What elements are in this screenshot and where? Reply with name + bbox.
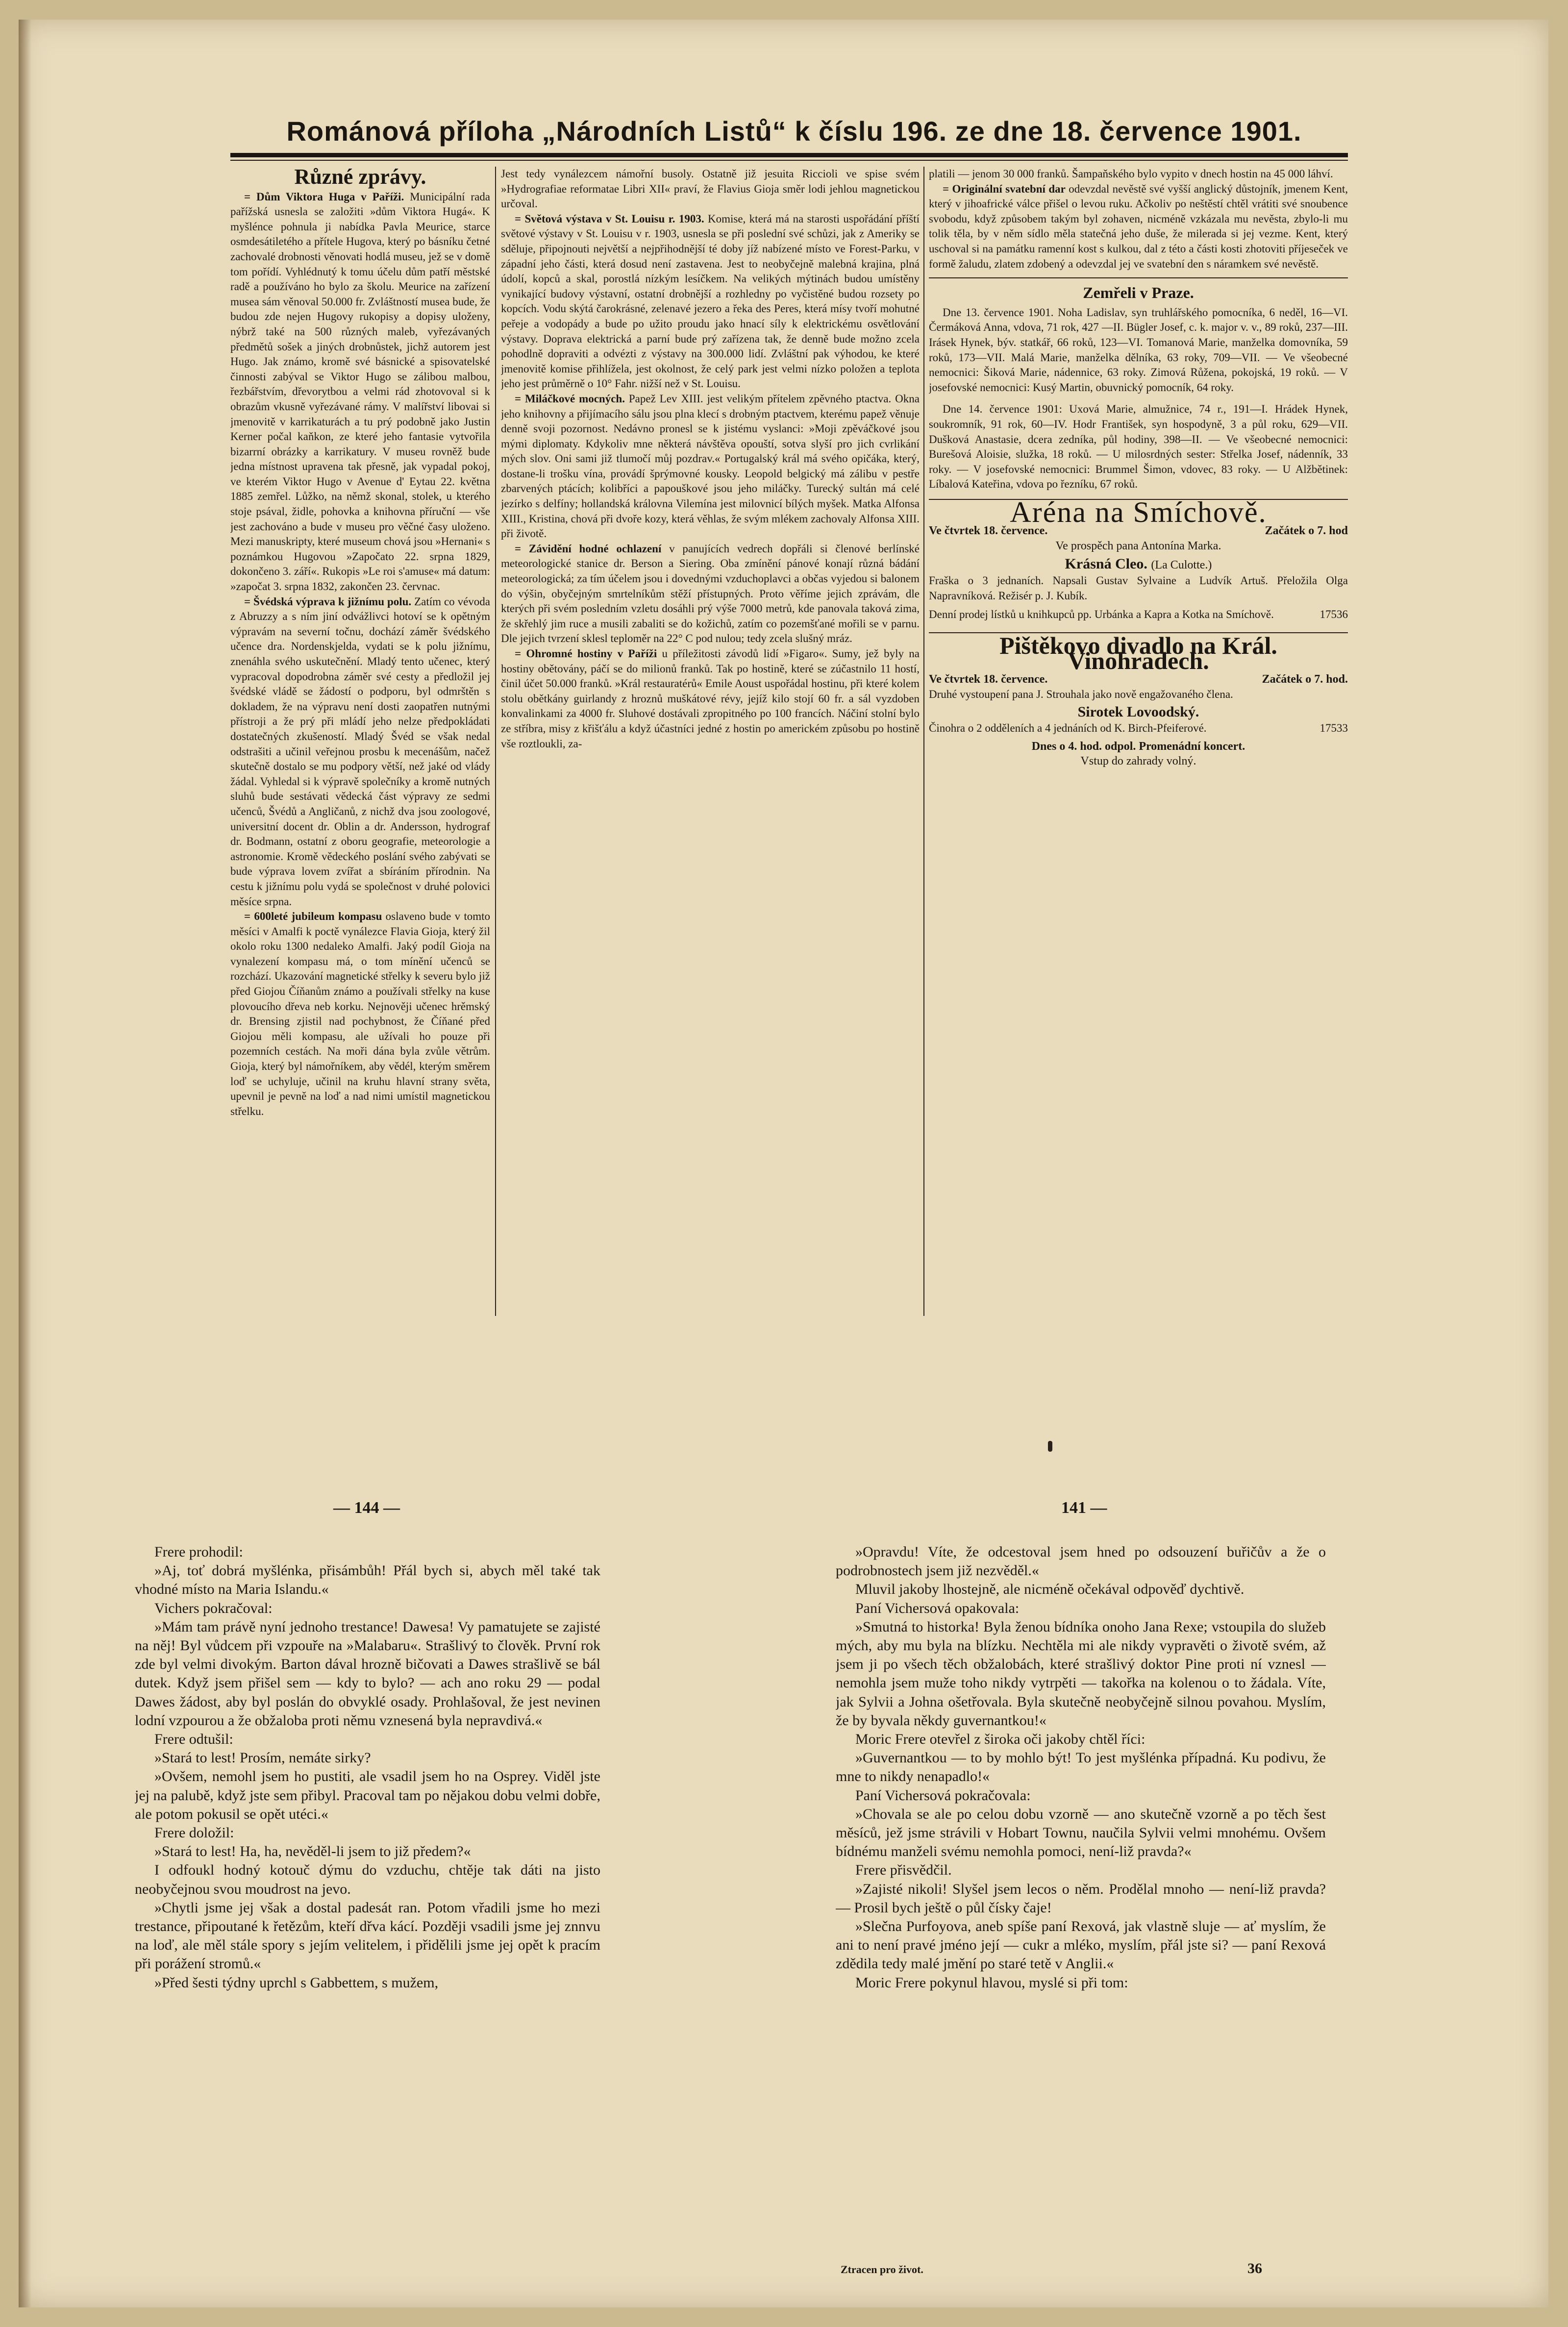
column-news-1 — [230, 167, 490, 1316]
advert-desc: Fraška o 3 jednaních. Napsali Gustav Sylvaine a Ludvík Artuš. Přeložila Olga Napravníková. Režisér p. J. Kubík. — [929, 574, 1348, 602]
story-paragraph: Moric Frere otevřel z široka oči jakoby chtěl říci: — [855, 1731, 1145, 1748]
advert-date: Ve čtvrtek 18. července. — [929, 524, 1048, 538]
story-paragraph: »Před šesti týdny uprchl s Gabbettem, s mužem, — [154, 1974, 439, 1991]
page-number-right: 141 — — [1061, 1499, 1107, 1517]
advert-play-sub: (La Culotte.) — [1151, 558, 1212, 571]
news-heading: = Závidění hodné ochlazení — [515, 542, 662, 555]
advert-code: 17533 — [1319, 722, 1348, 734]
page-header: Románová příloha „Národních Listů“ k číslu 196. ze dne 18. července 1901. — [286, 116, 1302, 147]
news-item — [501, 542, 920, 646]
advert-title: Pištěkovo divadlo na Král. Vinohradech. — [999, 632, 1277, 674]
advert-play-title: Sirotek Lovoodský. — [1077, 704, 1199, 720]
news-heading: = Dům Viktora Huga v Paříži. — [244, 190, 404, 203]
story-paragraph: »Chytli jsme jej však a dostal padesát ran. Potom vřadili jsme ho mezi trestance, připoutané k řetězům, kteří dřva kácí. Později vsadili jsme jej znnvu na loď, ale měl stále spory s jejím velitelem, i přidělili jsme jej opět k pracím při porážení stromů.« — [135, 1899, 600, 1972]
story-paragraph: »Stará to lest! Ha, ha, nevěděl-li jsem to již předem?« — [154, 1843, 471, 1860]
advert-code: 17536 — [1319, 608, 1348, 621]
footer-sheet-number: 36 — [1247, 2260, 1262, 2277]
column-news-2 — [501, 167, 920, 1316]
story-paragraph: Frere prohodil: — [154, 1544, 243, 1560]
advert-time: Začátek o 7. hod. — [1262, 673, 1348, 686]
header-rule-thin — [230, 160, 1348, 161]
story-paragraph: »Ovšem, nemohl jsem ho pustiti, ale vsadil jsem ho na Osprey. Viděl jste jej na palubě, když jste sem přibyl. Pracoval tam po nějakou dobu velmi dobře, ale potom pokusil se opět utéci.« — [135, 1768, 600, 1822]
story-paragraph: »Stará to lest! Prosím, nemáte sirky? — [154, 1750, 371, 1766]
advert-guest: Druhé vystoupení pana J. Strouhala jako nově engažovaného člena. — [929, 688, 1233, 700]
advert-sale — [929, 607, 1348, 622]
section-title: Různé zprávy. — [294, 167, 426, 189]
advert-play-title: Krásná Cleo. — [1065, 555, 1147, 572]
advert-play — [929, 557, 1348, 573]
news-heading: = Originální svatební dar — [943, 182, 1066, 195]
advert-desc-text: Činohra o 2 odděleních a 4 jednáních od K. Birch-Pfeiferové. — [929, 722, 1207, 734]
advert-sale-text: Denní prodej lístků u knihkupců pp. Urbánka a Kapra a Kotka na Smíchově. — [929, 608, 1274, 621]
story-paragraph: Mluvil jakoby lhostejně, ale nicméně očekával odpověď dychtivě. — [855, 1581, 1244, 1598]
ink-smudge — [1048, 1441, 1052, 1452]
column-divider — [923, 167, 924, 1316]
news-text: odevzdal nevěstě své vyšší anglický důstojník, jmenem Kent, který v jihoafrické válce přišel o levou ruku. Ačkoliv po neštěstí chtěl vrátiti své snoubence svobodu, když způsobem takým byl zohaven, nicméně vzkázala mu nevěsta, zbylo-li mu tolik těla, by v něm sídlo měla statečná jeho duše, že milerada si jej vezme. Kent, který uschoval si na památku ramenní kost s kulkou, dal z této a části kosti zhotoviti příjeseček ve formě žaludu, zlatem zdobený a odevzdal jej ve svatební den s náramkem své nevěstě. — [929, 182, 1348, 270]
page-number-left: — 144 — — [333, 1499, 400, 1517]
news-text: Jest tedy vynálezcem námořní busoly. Ostatně již jesuita Riccioli ve spise svém »Hydrografiae reformatae Libri XII« praví, že Flavius Gioja směr lodi jehlou magnetickou určoval. — [501, 168, 920, 210]
column-divider — [495, 167, 496, 1316]
news-text: Papež Lev XIII. jest velikým přítelem zpěvného ptactva. Okna jeho knihovny a přijímacího sálu jsou plna klecí s drobným ptactvem, kterému papež věnuje denně svoji pozornost. Nedávno pronesl se k jistému vyslanci: »Moji zpěváčkové jsou mými diplomaty. Kdykoliv mne některá návštěva opouští, sotva slyší pro jich cvrlikání mých slov. Oni sami již tlumočí můj pozdrav.« Portugalský král má svého opičáka, který, dostane-li trošku vína, provádí šprýmovné kousky. Leopold belgický má zálibu v pestře zbarvených ptácích; kolibříci a papouškové jsou jeho miláčky. Turecký sultán má celé jezírko s delfíny; hollandská královna Vilemína jest milovnicí bílých myšek. Matka Alfonsa XIII., Kristina, chová při dvoře kozy, která věhlas, že svým mlékem zachovaly Alfonsa XIII. při životě. — [501, 392, 920, 540]
footer-title: Ztracen pro život. — [841, 2263, 923, 2276]
news-heading: = Miláčkové mocných. — [515, 392, 625, 405]
story-paragraph: Paní Vichersová pokračovala: — [855, 1787, 1031, 1804]
story-paragraph: »Chovala se ale po celou dobu vzorně — ano skutečně vzorně a po těch šest měsíců, jež jsme strávili v Hobart Townu, naučila Sylvii velmi mnohému. Ovšem bídnému manželi svému nemohla pomoci, není-liž pravda?« — [836, 1806, 1326, 1860]
column-news-3 — [929, 167, 1348, 1316]
story-paragraph: »Aj, toť dobrá myšlénka, přisámbůh! Přál bych si, abych měl také tak vhodné místo na Maria Islandu.« — [135, 1562, 600, 1598]
news-heading: = Ohromné hostiny v Paříži — [515, 647, 657, 660]
news-item — [230, 909, 490, 1119]
news-text: oslaveno bude v tomto měsíci v Amalfi k poctě vynálezce Flavia Gioja, který žil okolo roku 1300 nedaleko Amalfi. Jaký podíl Gioja na vynalezení kompasu má, o tom mínění učenců se rozchází. Ukazování magnetické střelky k severu bylo již před Giojou Číňanům známo a používali střelky na kuse plovoucího dřeva neb korku. Nejnověji učenec hrěmský dr. Brensing zjistil nad pochybnost, že Číňané před Giojou měli kompasu, ale užívali ho pouze při pozemních cestách. Na moři dána byla zvůle větrům. Gioja, který byl námořníkem, aby vědél, kterým směrem loď se uchyluje, učinil na kruhu hlavní strany světa, upevnil je pevně na loď a nad nimi umístil magnetickou střelku. — [230, 910, 490, 1117]
obituary-title: Zemřeli v Praze. — [1083, 284, 1194, 302]
story-page-left — [135, 1543, 600, 2244]
story-paragraph: Vichers pokračoval: — [154, 1600, 273, 1616]
advert-desc — [929, 721, 1348, 736]
advert-benefit: Ve prospěch pana Antonína Marka. — [1055, 540, 1221, 553]
advert-time: Začátek o 7. hod — [1265, 524, 1348, 538]
story-paragraph: Frere doložil: — [154, 1825, 234, 1841]
story-paragraph: Paní Vichersová opakovala: — [855, 1600, 1020, 1616]
news-item — [501, 392, 920, 542]
story-paragraph: »Opravdu! Víte, že odcestoval jsem hned po odsouzení buřičův a že o podrobnostech jsem již nezvěděl.« — [836, 1544, 1326, 1579]
story-page-right — [836, 1543, 1326, 2244]
news-item — [501, 646, 920, 751]
story-paragraph: »Zajisté nikoli! Slyšel jsem lecos o něm. Prodělal mnoho — není-liž pravda? — Prosil bych ještě o půl čísky čaje! — [836, 1881, 1326, 1916]
news-item — [501, 212, 920, 392]
news-item — [230, 190, 490, 594]
news-heading: = Světová výstava v St. Louisu r. 1903. — [515, 212, 704, 225]
story-paragraph: Moric Frere pokynul hlavou, myslé si při tom: — [855, 1974, 1128, 1991]
news-text: Komise, která má na starosti uspořádání příští světové výstavy v St. Louisu v r. 1903, usnesla se při poslední své schůzi, jak z Ameriky se sděluje, připojnouti největší a nejpřihodnější té doby jíž nabízené místo ve Forest-Parku, v západní jeho části, která dosud není zastavena. Jest to neobyčejně malebná krajina, plná údolí, kopců a skal, porostlá nízkým lesíčkem. Na velikých mýtinách budou umístěny vynikající budovy výstavní, ostatní drobnější a rozhledny po vyčistěné budou rozsety po kopcích. Vodu skýtá čarokrásné, zelenavé jezero a řeka des Peres, která mísy tvoří mohutné peřeje a vodopády a bude po užito proudu jako hnací síly k elektrickému osvětlování výstavy. Doprava elektrická a parní bude prý zařízena tak, že denně bude možno zcela pohodlně dopraviti a odvézti z výstavy na 300.000 lidí. Zvláštní pak výhodou, ke které jmenovitě komise přihlížela, jest okolnost, že celý park jest velmi nízko položen a teplota jeho jest průměrně o 10° Fahr. nižší než v St. Louisu. — [501, 212, 920, 390]
news-item — [929, 182, 1348, 272]
obituary-list: Dne 14. července 1901: Uxová Marie, almužnice, 74 r., 191—I. Hrádek Hynek, soukromník, 91 rok, 60—IV. Hodr František, syn hospodyně, 3 a půl roku, 629—VII. Dušková Anastasie, dcera zedníka, půl hodiny, 398—II. — Ve všeobecné nemocnici: Burešová Aloisie, služka, 18 roků. — U milosrdných sester: Střelka Josef, nádenník, 33 roky. — V josefovské nemocnici: Brummel Šimon, vdovec, 83 roky. — U Alžbětinek: Líbalová Kateřina, vdova po řezníku, 67 roků. — [929, 403, 1348, 491]
obituary-list: Dne 13. července 1901. Noha Ladislav, syn truhlářského pomocníka, 6 neděl, 16—VI. Čermáková Anna, vdova, 71 rok, 427 —II. Bügler Josef, c. k. major v. v., 89 roků, 237—III. Irásek Hynek, býv. statkář, 66 roků, 123—VI. Tomanová Marie, manželka domovníka, 59 roků, 173—VII. Malá Marie, manželka dělníka, 63 roky, 709—VII. — Ve všeobecné nemocnici: Šiková Marie, nádennice, 63 roky. Zimová Růžena, pokojská, 19 roků. — V josefovské nemocnici: Kusý Martin, obuvnický pomocník, 64 roky. — [929, 306, 1348, 394]
advert-title: Aréna na Smíchově. — [1010, 495, 1267, 528]
news-heading: = 600leté jubileum kompasu — [244, 910, 382, 923]
advert-pistek — [929, 632, 1348, 772]
header-rule — [230, 153, 1348, 157]
story-paragraph: Frere odtušil: — [154, 1731, 233, 1748]
divider — [929, 277, 1348, 278]
news-text: Municipální rada pařížská usnesla se založiti »dům Viktora Hugá«. K myšlénce pohnula ji nabídka Pavla Meurice, starce osmdesátiletého a přítele Hugova, který po básníku četné zachovalé drobnosti věnovati hodlá museu, jež se v domě tom pořídí. Vyhlédnutý k tomu účelu dům patří městské radě a používáno ho bylo za školu. Meurice na zařízení musea sám věnoval 50.000 fr. Zvláštností musea bude, že budou zde nejen Hugovy rukopisy a dopisy uloženy, nýbrž také na 500 různých maleb, vyřezávaných předmětů sošek a jiných drobnůstek, jichž autorem jest Hugo. Jak známo, kromě své básnické a spisovatelské činnosti zabýval se Viktor Hugo se zálibou malbou, řezbářstvím, dřevorytbou a velmi rád zhotovoval si k obrazům vkusně vyřezávané rámy. V malířství libovai si jmenovitě v karrikaturách a tu prý podobně jako Justin Kerner počal kaňkon, ze které jeho fantasie vytvořila bizarrní obrázky a karrikatury. V museu rovněž bude jedna místnost upravena tak přesně, jak vypadal pokoj, ve kterém Viktor Hugo v Avenue d' Eytau 22. května 1885 zemřel. Lůžko, na němž skonal, stolek, u kterého stoje psával, židle, pohovka a knihovna příruční — vše jest zachováno a bude v museu pro věčné časy uloženo. Mezi manuskripty, které museum chová jsou »Hernani« s poznámkou Hugovou »Započato 22. srpna 1829, dokončeno 3. září«. Rukopis »Le roi s'amuse« má datum: »započat 3. srpna 1832, zakončen 23. červnac. — [230, 190, 490, 593]
news-item — [230, 594, 490, 909]
advert-entry: Vstup do zahrady volný. — [1080, 755, 1196, 768]
news-intro: platili — jenom 30 000 franků. Šampaňského bylo vypito v dnech hostin na 45 000 láhví. — [929, 168, 1333, 180]
advert-concert: Dnes o 4. hod. odpol. Promenádní koncert. — [1031, 740, 1245, 753]
story-paragraph: »Slečna Purfoyova, aneb spíše paní Rexová, jak vlastně sluje — ať myslím, že ani to není pravé jméno její — cukr a mléko, myslím, přál jste si? — paní Rexová zdědila tedy malé jmění po staré tetě v Anglii.« — [836, 1918, 1326, 1972]
advert-date-row — [929, 672, 1348, 687]
advert-arena — [929, 495, 1348, 625]
news-heading: = Švédská výprava k jižnímu polu. — [244, 595, 412, 608]
fold-shadow — [19, 20, 31, 2307]
news-text: Zatím co vévoda z Abruzzy a s ním jiní odvážlivci hotoví se k opětným výpravám na severní točnu, dochází záměr švédského učence dra. Nordenskjelda, vydati se k polu jižnímu, znenáhla svého uskutečnění. Mladý tento učenec, který vypracoval dopodrobna záměr své cesty a předložil jej švédské vládě se žádostí o podporu, byl odmrštěn s dokladem, že na výpravu není dosti zaopatřen nutnými přístroji a že prý při mládí jeho nelze předpokládati dostatečných zkušeností. Mladý Švéd se však nedal odstrašiti a učinil veřejnou prosbu k mecenášům, načež skutečně dostalo se mu podpory větší, než jaké od vlády žádal. Vyhledal si k výpravě společníky a kromě nutných sluhů bude sestávati vědecká část výpravy ze sedmi učenců, Švédů a Angličanů, z nichž dva jsou zoologové, universitní docent dr. Oblin a dr. Andersson, hydrograf dr. Bodmann, ostatní z oboru geografie, meteorologie a astronomie. Kromě vědeckého poslání svého zabývati se bude výprava lovem zvířat a sbíráním přírodnin. Na cestu k jižnímu polu vydá se společnost v druhé polovici měsíce srpna. — [230, 595, 490, 908]
news-text: u příležitosti závodů lidí »Figaro«. Sumy, jež byly na hostiny obětovány, páčí se do milionů franků. Tak po hostině, které se zúčastnilo 11 hostí, činil účet 50.000 franků. »Král restauratérů« Emile Aoust uspořádal hostinu, při které kolem stolu obětkány guirlandy z hroznů muškátové révy, jejíž kilo stojí 60 fr. a sál vyzdoben konvalinkami za 4000 fr. Sluhové dostávali zpropitného po 100 francích. Náčiní stolní bylo ze stříbra, misy z křišťálu a když účastníci jedné z hostin po americkém způsobu po hostině vše roztloukli, za- — [501, 647, 920, 750]
story-paragraph: »Mám tam právě nyní jednoho trestance! Dawesa! Vy pamatujete se zajisté na něj! Byl vůdcem při vzpouře na »Malabaru«. Strašlivý to člověk. První rok zde byl velmi divokým. Barton dával hrozně bičovati a Dawes strašlivě se bál dutek. Když jsem přišel sem — kdy to bylo? — ach ano roku 29 — podal Dawes žádost, aby byl poslán do obvyklé osady. Prohlašoval, že jest nevinen lodní vzpourou a že obžaloba proti němu vznesená byla nepravdivá.« — [135, 1618, 600, 1729]
story-paragraph: I odfoukl hodný kotouč dýmu do vzduchu, chtěje tak dáti na jisto neobyčejnou svou moudrost na jevo. — [135, 1862, 600, 1897]
story-paragraph: Frere přisvědčil. — [855, 1862, 952, 1879]
story-paragraph: »Smutná to historka! Byla ženou bídníka onoho Jana Rexe; vstoupila do služeb mých, aby mu byla na blízku. Nechtěla mi ale nikdy vypravěti o životě svém, až jsem ji po všech těch obžalobách, které strašlivý doktor Pine proti ní vznesl — nemohla jsem muže toho nikdy vytrpěti — takořka na kolenou o to žádala. Víte, jak Sylvii a Johna ošetřovala. Byla skutečně neobyčejně silnou povahou. Myslím, že by byvala někdy guvernantkou!« — [836, 1618, 1326, 1729]
story-paragraph: »Guvernantkou — to by mohlo být! To jest myšlénka případná. Ku podivu, že mne to nikdy nenapadlo!« — [836, 1750, 1326, 1785]
news-text: v panujících vedrech dopřáli si členové berlínské meteorologické stanice dr. Berson a Siering. Oba zmínění pánové konají různá bádání meteorologická; za tím účelem jsou i dovednými vzduchoplavci a občas vyjedou si balonem do výšin, obyčejným smrtelníkům stěží přístupných. Proto věříme jejich zprávám, dle kterých při svém posledním vzletu dosáhli prý výše 7000 metrů, kde panovala taková zima, že skřehlý jim ruce a musili zabaliti se do kožichů, zatím co pozemšťané mořili se v parnu. Dle jejich tvrzení sklesl teploměr na 22° C pod nulou; tedy zcela slušný mráz. — [501, 542, 920, 645]
news-item — [501, 167, 920, 212]
advert-date: Ve čtvrtek 18. července. — [929, 673, 1048, 686]
